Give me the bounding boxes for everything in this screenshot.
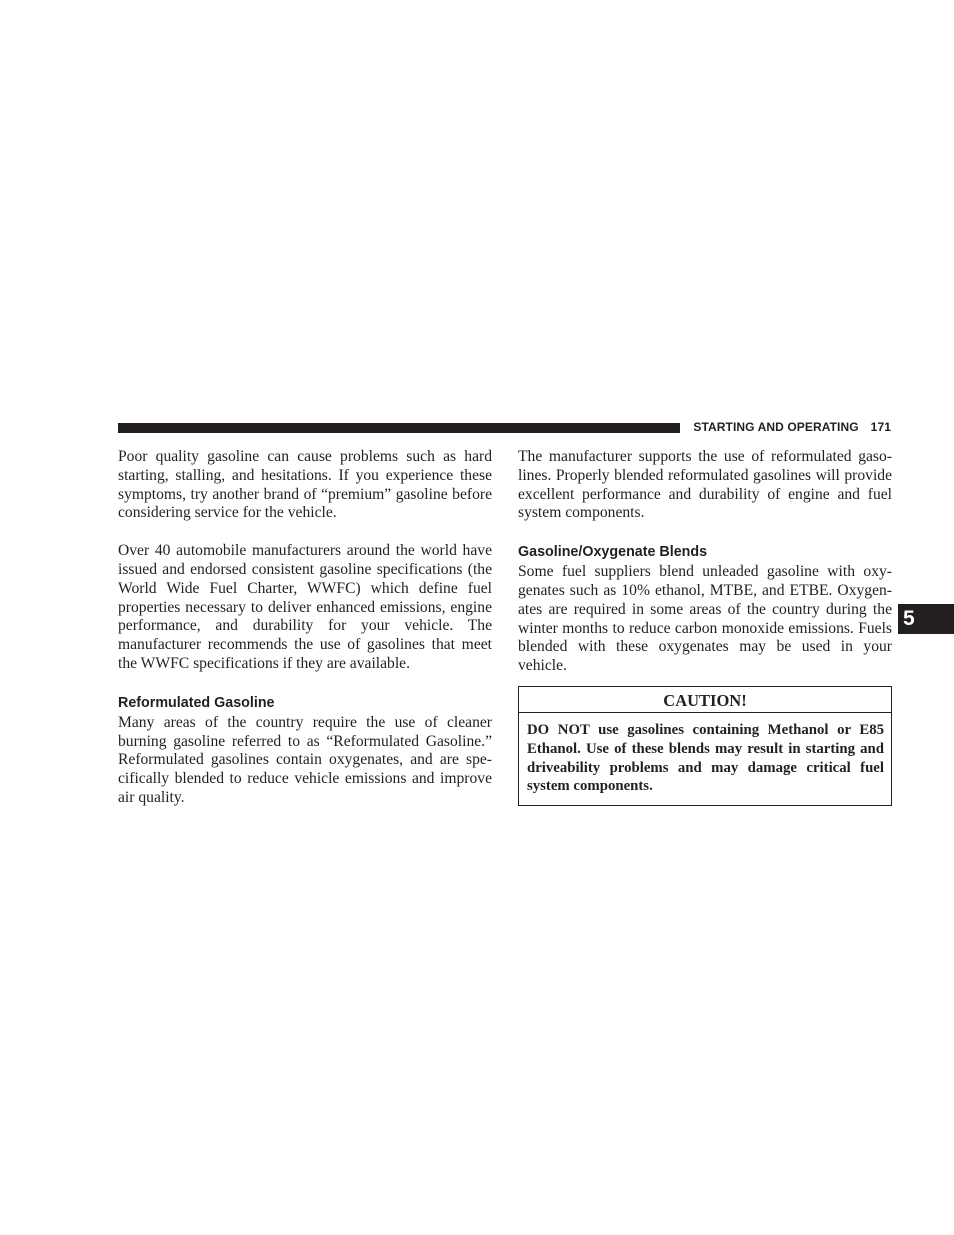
paragraph-manufacturer-supports: The manufacturer supports the use of reformulated gasolines. Properly blended reformulated gasolines will provide excellent performance and durability of engine and fuel system components. xyxy=(518,448,892,522)
caution-box xyxy=(518,686,892,806)
paragraph-oxygenate-blends: Some fuel suppliers blend unleaded gasoline with oxygenates such as 10% ethanol, MTBE, and ETBE. Oxygenates are required in some areas of the country during the winter months to reduce carbon monoxide emissions. Fuels blended with these oxygenates may be used in your vehicle. xyxy=(518,563,892,675)
running-header xyxy=(693,420,891,434)
section-title: STARTING AND OPERATING xyxy=(693,420,859,434)
left-column xyxy=(118,448,492,827)
heading-oxygenate-blends: Gasoline/Oxygenate Blends xyxy=(518,544,708,561)
paragraph-poor-quality-gasoline: Poor quality gasoline can cause problems such as hard starting, stalling, and hesitations. If you experience these symptoms, try another brand of “premium” gasoline before considering service for the vehicle. xyxy=(118,448,492,522)
paragraph-wwfc: Over 40 automobile manufacturers around the world have issued and endorsed consistent gasoline specifications (the World Wide Fuel Charter, WWFC) which define fuel properties necessary to deliver enhanced emissions, engine performance, and durability for your vehicle. The manufacturer recommends the use of gasolines that meet the WWFC specifications if they are available. xyxy=(118,542,492,672)
page-number: 171 xyxy=(870,420,891,434)
heading-reformulated-gasoline: Reformulated Gasoline xyxy=(118,694,275,711)
header-rule xyxy=(118,423,680,433)
caution-body: DO NOT use gasolines containing Methanol or E85 Ethanol. Use of these blends may result in starting and driveability problems and may damage critical fuel system components. xyxy=(527,721,884,795)
right-column xyxy=(518,448,892,806)
chapter-tab: 5 xyxy=(898,604,954,634)
caution-title: CAUTION! xyxy=(519,687,891,713)
paragraph-reformulated-gasoline: Many areas of the country require the use of cleaner burning gasoline referred to as “Reformulated Gasoline.” Reformulated gasolines contain oxygenates, and are specifically blended to reduce vehicle emissions and improve air quality. xyxy=(118,713,492,806)
